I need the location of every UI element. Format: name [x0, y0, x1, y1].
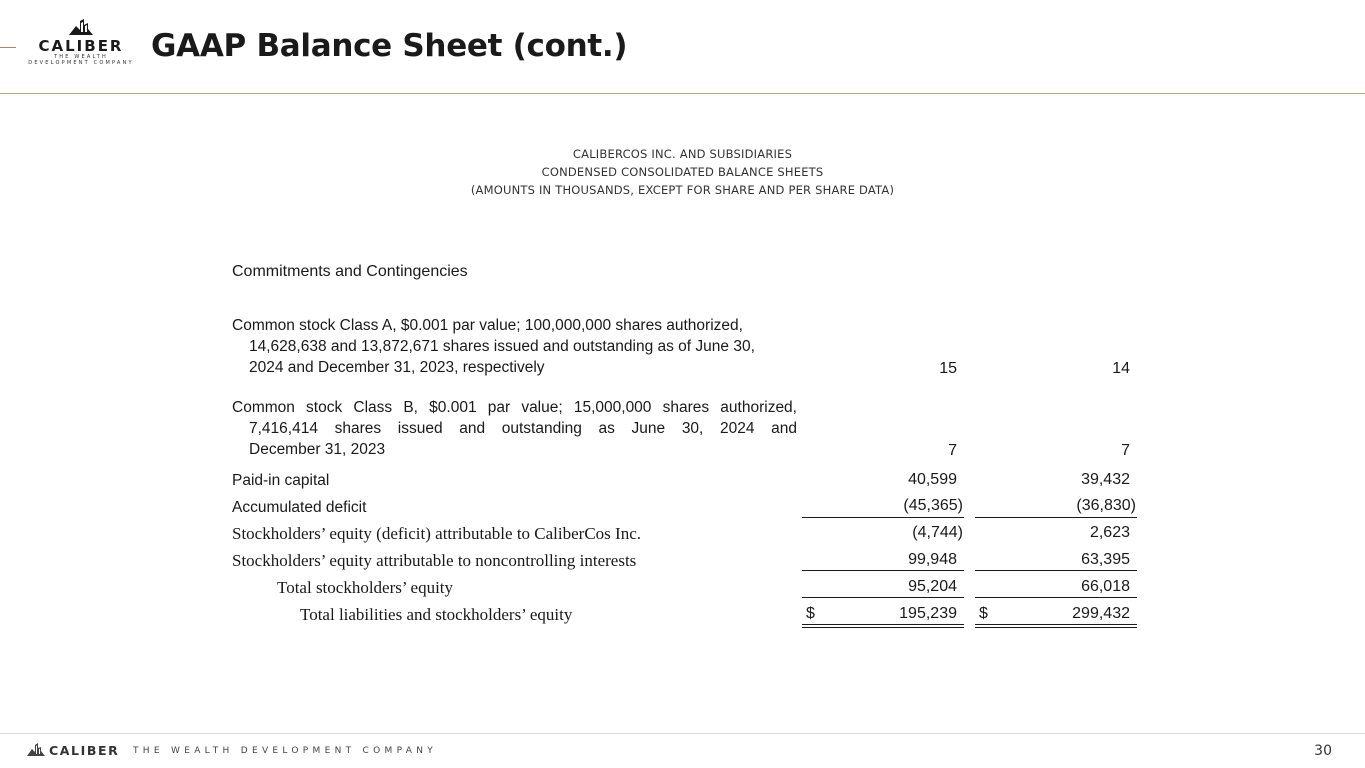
building-icon	[26, 743, 46, 757]
row-label-line: December 31, 2023	[249, 441, 386, 458]
report-header-statement: CONDENSED CONSOLIDATED BALANCE SHEETS	[541, 165, 824, 179]
row-label-se-caliber: Stockholders’ equity (deficit) attributable to CaliberCos Inc.	[232, 524, 641, 543]
value-deficit-dec: (36,830)	[1076, 497, 1136, 514]
subtotal-rule	[802, 517, 964, 518]
row-label-line: 2024 and December 31, 2023, respectively	[249, 359, 545, 376]
row-label-se-nci: Stockholders’ equity attributable to noncontrolling interests	[232, 551, 637, 570]
footer-brand: CALIBER	[49, 743, 120, 758]
value-total-liab-jun: 195,239	[899, 605, 957, 622]
value-class-a-jun: 15	[939, 360, 957, 377]
title-divider	[0, 93, 1365, 94]
value-se-caliber-dec: 2,623	[1089, 524, 1130, 541]
accent-line	[0, 47, 16, 48]
total-double-rule	[975, 624, 1137, 628]
value-paid-in-jun: 40,599	[908, 471, 957, 488]
value-total-se-jun: 95,204	[908, 578, 957, 595]
subtotal-rule	[975, 570, 1137, 571]
value-se-nci-dec: 63,395	[1081, 551, 1130, 568]
value-total-liab-dec: 299,432	[1072, 605, 1130, 622]
row-label-total-liabilities: Total liabilities and stockholders’ equity	[300, 605, 573, 624]
value-total-se-dec: 66,018	[1081, 578, 1130, 595]
value-class-b-jun: 7	[948, 442, 957, 459]
footer-tagline: THE WEALTH DEVELOPMENT COMPANY	[133, 746, 438, 756]
section-title: Commitments and Contingencies	[232, 263, 468, 280]
row-label-line: 7,416,414 shares issued and outstanding as June 30, 2024 and	[249, 420, 797, 437]
page-number: 30	[1314, 743, 1332, 759]
total-double-rule	[802, 624, 964, 628]
currency-symbol: $	[979, 605, 988, 622]
logo-wordmark: CALIBER	[38, 37, 124, 55]
report-header	[0, 145, 1365, 199]
value-deficit-jun: (45,365)	[903, 497, 963, 514]
row-label-line: 14,628,638 and 13,872,671 shares issued and outstanding as of June 30,	[249, 338, 755, 355]
row-label-class-a	[232, 315, 797, 378]
report-header-company: CALIBERCOS INC. AND SUBSIDIARIES	[572, 147, 793, 161]
footer-divider	[0, 733, 1365, 734]
row-label-line: Common stock Class B, $0.001 par value; 15,000,000 shares authorized,	[232, 399, 797, 416]
row-label-line: Common stock Class A, $0.001 par value; 100,000,000 shares authorized,	[232, 317, 743, 334]
row-label-class-b	[232, 397, 797, 460]
subtotal-rule	[975, 517, 1137, 518]
value-se-nci-jun: 99,948	[908, 551, 957, 568]
caliber-logo	[22, 18, 140, 66]
row-label-accumulated-deficit: Accumulated deficit	[232, 499, 367, 516]
page-title: GAAP Balance Sheet (cont.)	[151, 28, 628, 64]
value-paid-in-dec: 39,432	[1081, 471, 1130, 488]
value-se-caliber-jun: (4,744)	[912, 524, 963, 541]
subtotal-rule	[802, 570, 964, 571]
value-class-a-dec: 14	[1112, 360, 1130, 377]
value-class-b-dec: 7	[1121, 442, 1130, 459]
report-header-units: (AMOUNTS IN THOUSANDS, EXCEPT FOR SHARE AND PER SHARE DATA)	[470, 183, 895, 197]
currency-symbol: $	[806, 605, 815, 622]
row-label-paid-in-capital: Paid-in capital	[232, 472, 330, 489]
building-icon	[67, 18, 95, 36]
row-label-total-se: Total stockholders’ equity	[277, 578, 454, 597]
subtotal-rule	[975, 597, 1137, 598]
logo-tagline: THE WEALTH DEVELOPMENT COMPANY	[28, 54, 134, 66]
subtotal-rule	[802, 597, 964, 598]
